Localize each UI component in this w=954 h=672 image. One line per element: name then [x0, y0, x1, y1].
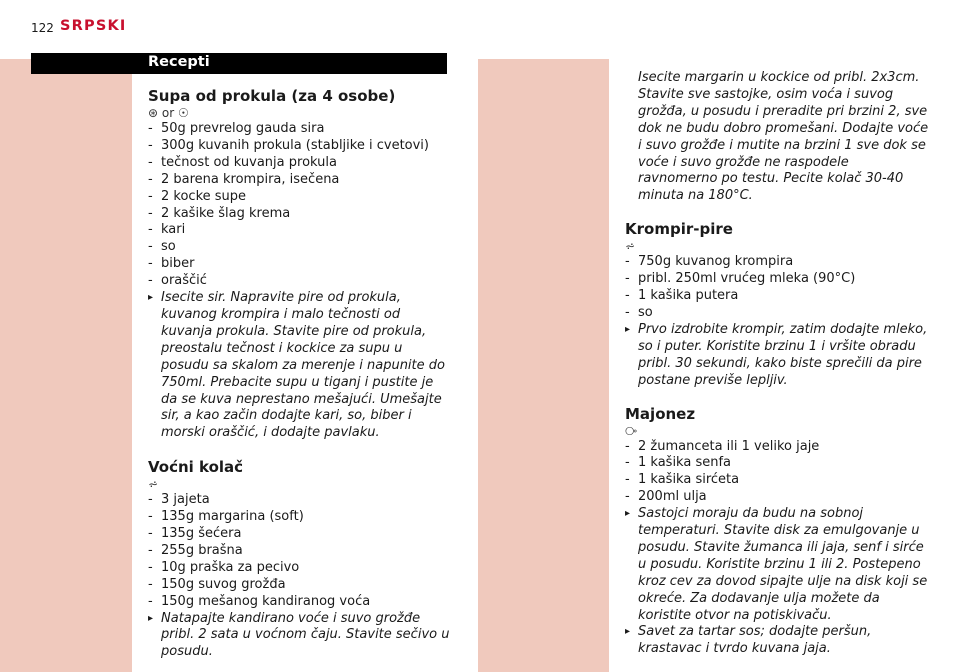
language-label: SRPSKI: [60, 18, 127, 34]
recipe-mashed-potatoes: [625, 220, 931, 389]
section-label: Recepti: [148, 54, 210, 70]
section-spacer: [625, 205, 931, 220]
list-item: - 135g margarina (soft): [148, 509, 450, 526]
list-item: - kari: [148, 222, 450, 239]
list-item: - 750g kuvanog krompira: [625, 254, 931, 271]
middle-margin-band: [478, 59, 609, 672]
ingredient-list: [148, 121, 450, 290]
list-item: - 1 kašika senfa: [625, 455, 931, 472]
appliance-symbol-icon: ⩫: [148, 477, 159, 492]
list-item: - 1 kašika putera: [625, 288, 931, 305]
instructions: [625, 322, 931, 390]
instruction-step: ▸ Sastojci moraju da budu na sobnoj temperaturi. Stavite disk za emulgovanje u posudu. Stavite žumanca ili jaja, senf i sirće u posudu. Koristite brzinu 1 ili 2. Postepeno kroz cev za dovod sipajte ulje na disk koji se okreće. Za dodavanje ulja možete da koristite otvor na potiskivaču.: [625, 506, 931, 624]
recipe-title: Voćni kolač: [148, 458, 244, 477]
list-item: - 150g mešanog kandiranog voća: [148, 594, 450, 611]
list-item: - 255g brašna: [148, 543, 450, 560]
left-column: [148, 87, 450, 661]
ingredient-list: [148, 492, 450, 610]
instruction-step: ▸ Prvo izdrobite krompir, zatim dodajte mleko, so i puter. Koristite brzinu 1 i vršite obradu pribl. 30 sekundi, kako biste sprečili da pire postane previše lepljiv.: [625, 322, 931, 390]
instruction-step: ▸ Savet za tartar sos; dodajte peršun, krastavac i tvrdo kuvana jaja.: [625, 624, 931, 658]
appliance-symbol-icon: ⧂: [625, 423, 638, 438]
list-item: - 200ml ulja: [625, 489, 931, 506]
instructions: [148, 290, 450, 442]
list-item: - pribl. 250ml vrućeg mleka (90°C): [625, 271, 931, 288]
left-margin-band: [0, 59, 132, 672]
list-item: - 2 kašike šlag krema: [148, 206, 450, 223]
appliance-symbol-icon: ⊛ or ☉: [148, 106, 189, 120]
list-item: - tečnost od kuvanja prokula: [148, 155, 450, 172]
list-item: - biber: [148, 256, 450, 273]
list-item: - 2 žumanceta ili 1 veliko jaje: [625, 439, 931, 456]
list-item: - 150g suvog grožđa: [148, 577, 450, 594]
instruction-step: ▸ Isecite sir. Napravite pire od prokula, kuvanog krompira i malo tečnosti od kuvanja prokula. Stavite pire od prokula, preostalu tečnost i kockice za supu u posudu sa skalom za merenje i napunite do 750ml. Prebacite supu u tiganj i pustite je da se kuva neprestano mešajući. Umešajte sir, a kao začin dodajte kari, so, biber i morski oraščić, i dodajte pavlaku.: [148, 290, 450, 442]
recipe-title: Krompir-pire: [625, 220, 733, 239]
list-item: - 300g kuvanih prokula (stabljike i cvetovi): [148, 138, 450, 155]
recipe-fruit-cake: [148, 458, 450, 661]
right-column: [625, 70, 931, 658]
page-number: 122: [31, 21, 54, 35]
instruction-step: ▸ Natapajte kandirano voće i suvo grožđe pribl. 2 sata u voćnom čaju. Stavite sečivo u posudu.: [148, 611, 450, 662]
ingredient-list: [625, 254, 931, 322]
recipe-title: Majonez: [625, 404, 696, 423]
section-header-bar: [31, 53, 447, 74]
instructions: [625, 506, 931, 658]
list-item: - so: [148, 239, 450, 256]
list-item: - 3 jajeta: [148, 492, 450, 509]
recipe-soup: [148, 87, 450, 442]
cake-instructions-continued: Isecite margarin u kockice od pribl. 2x3cm. Stavite sve sastojke, osim voća i suvog grožđa, u posudu i preradite pri brzini 2, sve dok ne budu dobro promešani. Dodajte voće i suvo grožđe i mutite na brzini 1 sve dok se voće i suvo grožđe ne raspodele ravnomerno po testu. Pecite kolač 30-40 minuta na 180°C.: [638, 70, 929, 204]
section-spacer: [148, 442, 450, 458]
list-item: - 1 kašika sirćeta: [625, 472, 931, 489]
list-item: - 135g šećera: [148, 526, 450, 543]
list-item: - 2 barena krompira, isečena: [148, 172, 450, 189]
ingredient-list: [625, 439, 931, 507]
appliance-symbol-icon: ⩫: [625, 239, 636, 254]
recipe-title: Supa od prokula (za 4 osobe): [148, 87, 396, 105]
list-item: - oraščić: [148, 273, 450, 290]
section-spacer: [625, 390, 931, 405]
list-item: - 10g praška za pecivo: [148, 560, 450, 577]
recipe-mayonnaise: [625, 405, 931, 659]
list-item: - so: [625, 305, 931, 322]
instructions: [148, 611, 450, 662]
list-item: - 2 kocke supe: [148, 189, 450, 206]
list-item: - 50g prevrelog gauda sira: [148, 121, 450, 138]
